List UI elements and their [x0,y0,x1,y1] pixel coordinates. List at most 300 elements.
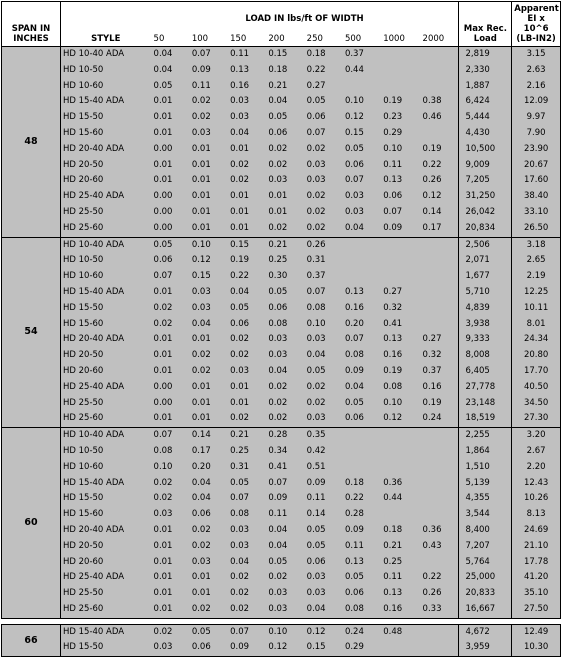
load-value-cell: 0.02 [265,142,303,158]
load-value-cell: 0.15 [265,47,303,63]
load-value-cell: 0.03 [265,586,303,602]
ei-value-cell: 12.49 [512,624,561,640]
load-value-cell: 0.16 [380,348,419,364]
table-row [2,523,561,539]
style-cell: HD 15-40 ADA [60,94,150,110]
style-cell: HD 15-60 [60,126,150,142]
max-rec-load-cell: 8,400 [459,523,512,539]
load-value-cell: 0.01 [265,205,303,221]
load-value-cell: 0.01 [227,205,265,221]
load-value-cell: 0.08 [342,348,380,364]
load-value-cell: 0.03 [265,602,303,618]
load-value-cell: 0.01 [151,586,189,602]
table-row [2,396,561,412]
load-value-cell: 0.27 [304,79,342,95]
load-value-cell: 0.08 [342,602,380,618]
load-value-cell: 0.07 [304,285,342,301]
load-value-cell: 0.27 [380,285,419,301]
load-value-cell: 0.01 [189,173,227,189]
load-value-cell: 0.05 [304,523,342,539]
load-value-cell: 0.02 [227,570,265,586]
load-value-cell: 0.01 [189,380,227,396]
load-value-cell: 0.16 [380,602,419,618]
load-value-cell: 0.05 [265,555,303,571]
load-col-header-200: 200 [265,24,303,46]
load-value-cell [380,640,419,656]
load-value-cell: 0.02 [227,602,265,618]
load-value-cell: 0.01 [151,285,189,301]
load-value-cell: 0.12 [265,640,303,656]
load-value-cell: 0.01 [151,523,189,539]
table-row [2,555,561,571]
load-value-cell: 0.04 [227,126,265,142]
load-value-cell: 0.10 [151,460,189,476]
ei-value-cell: 2.20 [512,460,561,476]
style-cell: HD 10-60 [60,79,150,95]
table-row [2,624,561,640]
load-value-cell: 0.30 [265,269,303,285]
load-value-cell: 0.11 [342,539,380,555]
load-value-cell: 0.19 [420,396,459,412]
load-value-cell: 0.02 [304,189,342,205]
load-value-cell: 0.03 [227,364,265,380]
load-value-cell: 0.01 [189,142,227,158]
ei-value-cell: 3.20 [512,428,561,444]
load-value-cell [380,253,419,269]
max-rec-load-cell: 7,205 [459,173,512,189]
load-value-cell: 0.02 [227,173,265,189]
load-value-cell: 0.04 [189,476,227,492]
load-value-cell: 0.28 [342,507,380,523]
load-value-cell: 0.26 [420,586,459,602]
table-row [2,189,561,205]
style-header: STYLE [60,2,150,47]
style-cell: HD 10-50 [60,63,150,79]
load-value-cell: 0.03 [189,301,227,317]
table-row [2,411,561,427]
load-value-cell: 0.07 [227,491,265,507]
max-rec-load-cell: 3,544 [459,507,512,523]
load-value-cell: 0.06 [342,411,380,427]
load-value-cell: 0.02 [189,94,227,110]
max-rec-load-cell: 20,833 [459,586,512,602]
table-row [2,47,561,63]
table-row [2,428,561,444]
load-value-cell: 0.01 [151,110,189,126]
load-value-cell: 0.16 [342,301,380,317]
load-value-cell: 0.04 [151,63,189,79]
load-value-cell: 0.08 [380,380,419,396]
load-value-cell [342,428,380,444]
load-value-cell: 0.01 [151,332,189,348]
load-value-cell: 0.01 [151,94,189,110]
load-value-cell: 0.03 [227,523,265,539]
load-value-cell: 0.05 [265,110,303,126]
load-value-cell [420,624,459,640]
load-value-cell: 0.29 [380,126,419,142]
load-value-cell: 0.01 [151,539,189,555]
load-value-cell: 0.36 [380,476,419,492]
load-value-cell: 0.19 [420,142,459,158]
load-value-cell: 0.05 [304,94,342,110]
load-value-cell: 0.02 [265,396,303,412]
load-value-cell: 0.17 [420,221,459,237]
load-value-cell: 0.02 [265,221,303,237]
max-rec-load-cell: 7,207 [459,539,512,555]
load-value-cell: 0.20 [342,317,380,333]
load-value-cell: 0.02 [189,602,227,618]
load-value-cell: 0.02 [304,380,342,396]
table-row [2,205,561,221]
load-value-cell: 0.04 [304,348,342,364]
load-value-cell: 0.07 [151,269,189,285]
load-value-cell: 0.02 [189,523,227,539]
load-value-cell: 0.10 [189,237,227,253]
load-value-cell: 0.04 [265,94,303,110]
span-value-cell: 48 [2,47,61,238]
load-value-cell: 0.06 [189,507,227,523]
ei-value-cell: 8.13 [512,507,561,523]
load-value-cell: 0.12 [380,411,419,427]
load-value-cell: 0.01 [151,348,189,364]
max-rec-load-cell: 3,938 [459,317,512,333]
load-value-cell [380,63,419,79]
load-value-cell: 0.01 [151,126,189,142]
load-value-cell: 0.03 [227,110,265,126]
table-row [2,110,561,126]
load-value-cell: 0.05 [227,476,265,492]
max-rec-load-cell: 9,333 [459,332,512,348]
ei-value-cell: 17.78 [512,555,561,571]
load-value-cell: 0.37 [304,269,342,285]
load-value-cell: 0.13 [380,173,419,189]
load-value-cell: 0.13 [380,586,419,602]
load-value-cell [420,555,459,571]
load-value-cell [342,253,380,269]
load-value-cell: 0.14 [189,428,227,444]
load-value-cell: 0.01 [189,205,227,221]
load-value-cell [380,237,419,253]
load-value-cell: 0.03 [189,126,227,142]
ei-value-cell: 2.19 [512,269,561,285]
load-value-cell: 0.21 [265,237,303,253]
load-value-cell: 0.03 [304,158,342,174]
table-row [2,380,561,396]
load-value-cell: 0.12 [189,253,227,269]
load-value-cell: 0.04 [265,364,303,380]
style-cell: HD 20-40 ADA [60,332,150,348]
max-rec-load-cell: 2,819 [459,47,512,63]
ei-value-cell: 2.63 [512,63,561,79]
load-value-cell [420,285,459,301]
load-value-cell [342,269,380,285]
ei-value-cell: 7.90 [512,126,561,142]
max-rec-load-cell: 27,778 [459,380,512,396]
load-value-cell [420,444,459,460]
max-rec-load-cell: 6,405 [459,364,512,380]
load-value-cell: 0.37 [420,364,459,380]
style-cell: HD 25-40 ADA [60,380,150,396]
load-value-cell: 0.09 [380,221,419,237]
ei-value-cell: 9.97 [512,110,561,126]
ei-value-cell: 10.11 [512,301,561,317]
load-value-cell: 0.51 [304,460,342,476]
ei-value-cell: 17.70 [512,364,561,380]
load-value-cell: 0.01 [189,570,227,586]
load-value-cell: 0.04 [227,285,265,301]
load-value-cell: 0.07 [151,428,189,444]
table-row [2,269,561,285]
max-rec-load-cell: 9,009 [459,158,512,174]
max-rec-load-cell: 5,764 [459,555,512,571]
load-value-cell: 0.05 [304,539,342,555]
style-cell: HD 15-60 [60,507,150,523]
max-rec-load-cell: 5,710 [459,285,512,301]
load-value-cell: 0.28 [265,428,303,444]
table-row [2,63,561,79]
style-cell: HD 10-60 [60,460,150,476]
load-value-cell: 0.05 [342,142,380,158]
load-value-cell: 0.03 [304,332,342,348]
load-value-cell: 0.14 [304,507,342,523]
load-value-cell: 0.01 [151,364,189,380]
ei-value-cell: 27.30 [512,411,561,427]
style-cell: HD 15-40 ADA [60,624,150,640]
load-value-cell: 0.00 [151,380,189,396]
load-value-cell: 0.04 [189,491,227,507]
table-row [2,237,561,253]
load-value-cell: 0.35 [304,428,342,444]
load-value-cell [420,79,459,95]
load-value-cell: 0.46 [420,110,459,126]
load-value-cell: 0.18 [265,63,303,79]
load-value-cell: 0.04 [265,539,303,555]
max-rec-load-cell: 10,500 [459,142,512,158]
ei-value-cell: 2.67 [512,444,561,460]
span-value-cell: 60 [2,428,61,619]
load-value-cell [420,476,459,492]
ei-value-cell: 2.65 [512,253,561,269]
load-value-cell: 0.02 [304,221,342,237]
load-value-cell: 0.06 [265,301,303,317]
ei-value-cell: 33.10 [512,205,561,221]
load-value-cell: 0.02 [227,586,265,602]
load-value-cell: 0.02 [151,491,189,507]
style-cell: HD 10-50 [60,253,150,269]
load-col-header-500: 500 [342,24,380,46]
load-value-cell: 0.04 [342,221,380,237]
load-col-header-100: 100 [189,24,227,46]
ei-value-cell: 10.30 [512,640,561,656]
load-value-cell: 0.04 [265,523,303,539]
load-value-cell: 0.05 [227,301,265,317]
load-value-cell: 0.01 [189,332,227,348]
table-row [2,142,561,158]
load-value-cell: 0.41 [265,460,303,476]
load-value-cell: 0.25 [265,253,303,269]
load-value-cell: 0.01 [227,189,265,205]
load-header: LOAD IN lbs/ft OF WIDTH [151,2,459,25]
load-value-cell: 0.12 [420,189,459,205]
load-value-cell: 0.03 [342,189,380,205]
ei-value-cell: 3.15 [512,47,561,63]
load-value-cell: 0.02 [304,205,342,221]
max-rec-load-cell: 2,071 [459,253,512,269]
table-row [2,253,561,269]
load-value-cell [420,460,459,476]
load-value-cell [420,301,459,317]
style-cell: HD 20-60 [60,364,150,380]
style-cell: HD 25-50 [60,205,150,221]
style-cell: HD 20-50 [60,348,150,364]
load-value-cell: 0.16 [420,380,459,396]
style-cell: HD 25-60 [60,602,150,618]
load-value-cell: 0.02 [227,411,265,427]
load-value-cell: 0.10 [304,317,342,333]
max-rec-load-cell: 4,430 [459,126,512,142]
max-rec-load-cell: 5,139 [459,476,512,492]
table-row [2,444,561,460]
load-value-cell: 0.22 [227,269,265,285]
style-cell: HD 15-50 [60,301,150,317]
load-value-cell: 0.04 [151,47,189,63]
load-value-cell: 0.08 [151,444,189,460]
load-value-cell [420,507,459,523]
load-value-cell [420,317,459,333]
load-value-cell: 0.01 [189,189,227,205]
ei-value-cell: 26.50 [512,221,561,237]
load-value-cell: 0.12 [342,110,380,126]
ei-value-cell: 27.50 [512,602,561,618]
style-cell: HD 10-40 ADA [60,47,150,63]
load-value-cell: 0.13 [380,332,419,348]
style-cell: HD 20-40 ADA [60,523,150,539]
load-value-cell: 0.15 [227,237,265,253]
max-rec-load-cell: 26,042 [459,205,512,221]
load-value-cell: 0.15 [342,126,380,142]
load-value-cell: 0.32 [420,348,459,364]
load-value-cell: 0.38 [420,94,459,110]
load-value-cell: 0.22 [420,570,459,586]
max-rec-load-cell: 18,519 [459,411,512,427]
load-value-cell [420,491,459,507]
ei-value-cell: 41.20 [512,570,561,586]
table-row [2,507,561,523]
ei-value-cell: 12.09 [512,94,561,110]
max-rec-load-cell: 1,864 [459,444,512,460]
load-value-cell: 0.03 [342,205,380,221]
load-value-cell: 0.02 [189,364,227,380]
load-value-cell: 0.34 [265,444,303,460]
load-value-cell: 0.03 [227,539,265,555]
load-value-cell: 0.01 [227,396,265,412]
ei-value-cell: 24.34 [512,332,561,348]
load-value-cell: 0.10 [380,396,419,412]
load-value-cell: 0.04 [189,317,227,333]
load-value-cell: 0.32 [380,301,419,317]
load-value-cell: 0.02 [227,158,265,174]
load-value-cell: 0.23 [380,110,419,126]
load-value-cell: 0.11 [189,79,227,95]
table-row [2,285,561,301]
load-value-cell: 0.11 [304,491,342,507]
max-rec-load-cell: 23,148 [459,396,512,412]
load-value-cell: 0.05 [189,624,227,640]
table-row [2,640,561,656]
ei-value-cell: 12.25 [512,285,561,301]
load-value-cell: 0.00 [151,205,189,221]
ei-value-cell: 24.69 [512,523,561,539]
load-value-cell [420,640,459,656]
max-rec-load-cell: 25,000 [459,570,512,586]
load-value-cell: 0.01 [189,221,227,237]
load-value-cell: 0.01 [151,158,189,174]
load-value-cell: 0.10 [265,624,303,640]
load-value-cell: 0.01 [151,555,189,571]
load-value-cell: 0.03 [304,411,342,427]
load-value-cell: 0.15 [189,269,227,285]
table-row [2,539,561,555]
ei-value-cell: 40.50 [512,380,561,396]
load-value-cell [420,269,459,285]
load-value-cell: 0.03 [151,507,189,523]
load-col-header-50: 50 [151,24,189,46]
load-value-cell: 0.00 [151,396,189,412]
ei-value-cell: 12.43 [512,476,561,492]
table-row [2,364,561,380]
table-row [2,570,561,586]
load-value-cell: 0.31 [227,460,265,476]
table-row [2,301,561,317]
table-row [2,158,561,174]
load-value-cell: 0.03 [304,570,342,586]
load-value-cell: 0.02 [227,332,265,348]
load-value-cell: 0.04 [342,380,380,396]
style-cell: HD 15-40 ADA [60,476,150,492]
max-rec-load-cell: 4,839 [459,301,512,317]
load-value-cell: 0.11 [380,158,419,174]
load-value-cell: 0.05 [342,570,380,586]
load-value-cell: 0.26 [420,173,459,189]
style-cell: HD 25-60 [60,411,150,427]
max-rec-load-cell: 6,424 [459,94,512,110]
load-value-cell: 0.03 [151,640,189,656]
style-cell: HD 15-40 ADA [60,285,150,301]
table-row [2,586,561,602]
load-value-cell: 0.37 [342,47,380,63]
load-value-cell: 0.03 [189,555,227,571]
load-value-cell [420,428,459,444]
load-value-cell [380,428,419,444]
load-value-cell [342,237,380,253]
max-rec-load-cell: 16,667 [459,602,512,618]
load-value-cell: 0.01 [189,396,227,412]
load-value-cell [420,237,459,253]
load-value-cell: 0.18 [342,476,380,492]
load-value-cell: 0.02 [265,158,303,174]
load-value-cell: 0.01 [151,173,189,189]
load-value-cell: 0.02 [265,570,303,586]
table-row [2,348,561,364]
load-value-cell: 0.22 [304,63,342,79]
style-cell: HD 25-50 [60,586,150,602]
load-value-cell: 0.09 [342,364,380,380]
ei-value-cell: 2.16 [512,79,561,95]
load-value-cell: 0.29 [342,640,380,656]
load-value-cell: 0.00 [151,189,189,205]
style-cell: HD 20-50 [60,539,150,555]
load-value-cell: 0.05 [151,79,189,95]
